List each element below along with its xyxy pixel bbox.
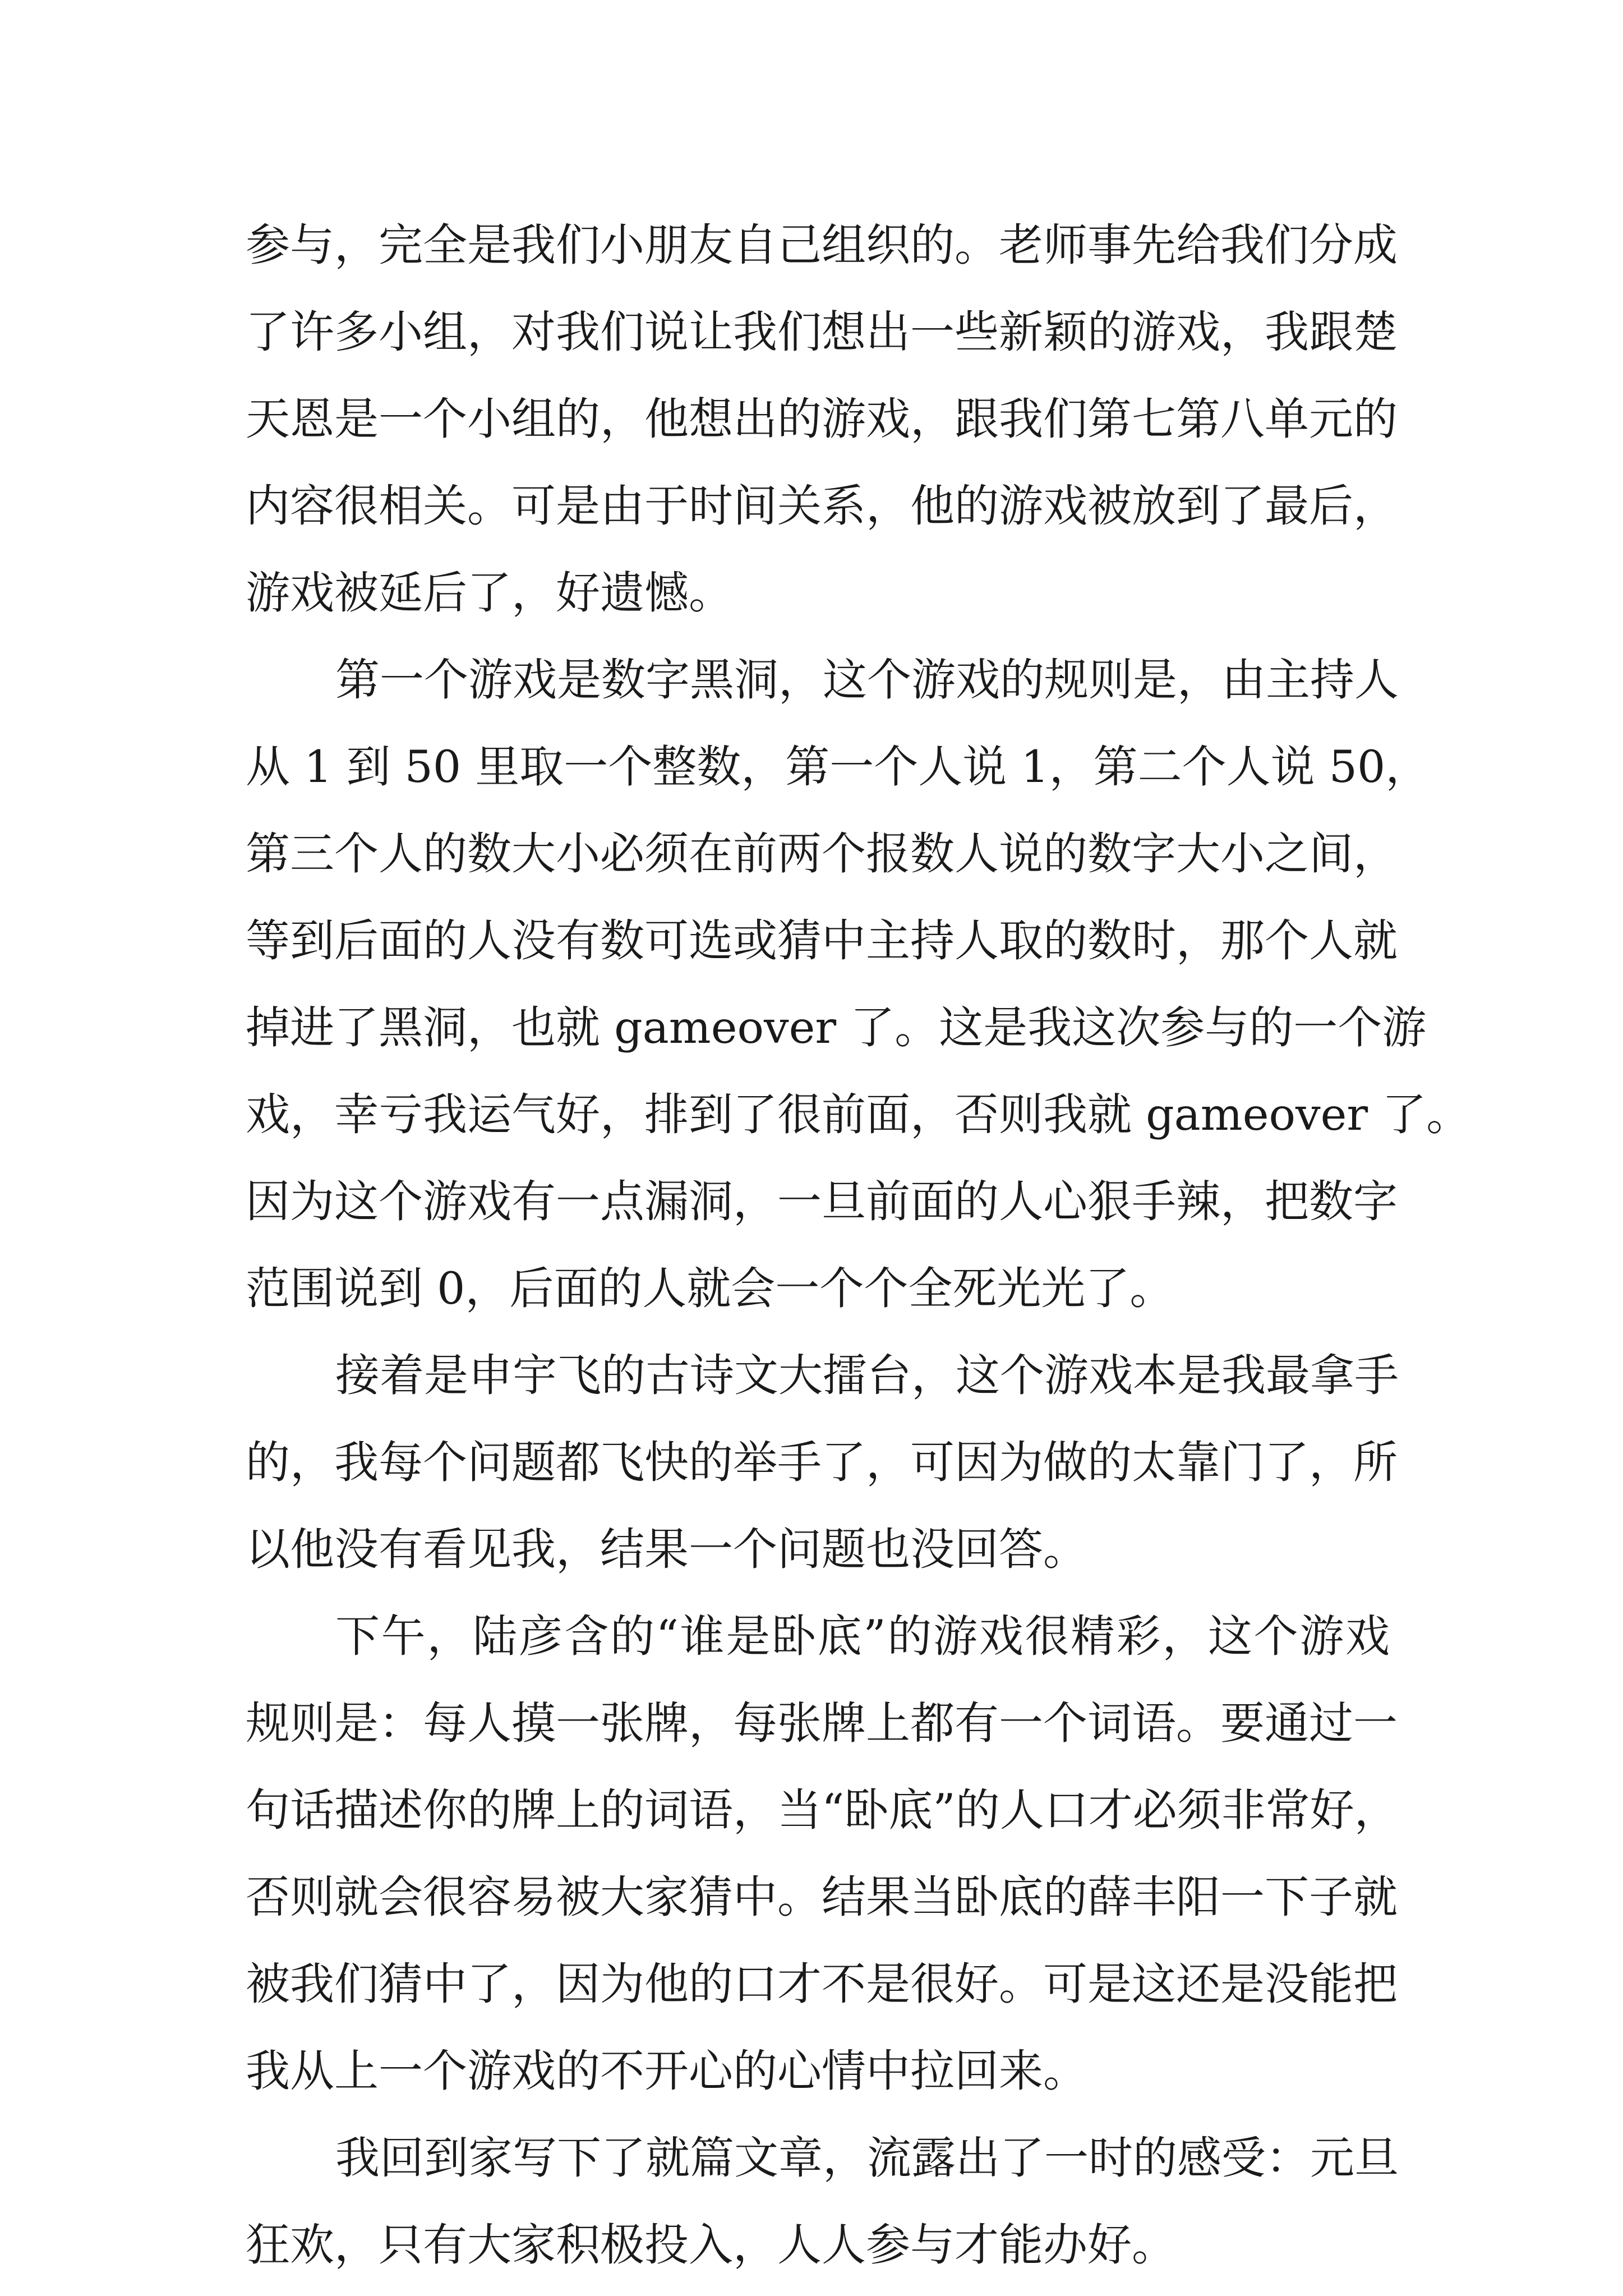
text-line: 戏，幸亏我运气好，排到了很前面，否则我就 gameover 了。: [246, 1089, 1471, 1140]
text-line: 的，我每个问题都飞快的举手了，可因为做的太靠门了，所: [246, 1437, 1398, 1488]
text-line: 第三个人的数大小必须在前两个报数人说的数字大小之间，: [246, 828, 1398, 880]
text-line: 了许多小组，对我们说让我们想出一些新颖的游戏，我跟楚: [246, 306, 1398, 358]
text-line: 接着是申宇飞的古诗文大擂台，这个游戏本是我最拿手: [335, 1350, 1399, 1401]
text-line: 以他没有看见我，结果一个问题也没回答。: [246, 1524, 1087, 1575]
text-line: 句话描述你的牌上的词语，当“卧底”的人口才必须非常好，: [246, 1784, 1399, 1836]
text-line: 等到后面的人没有数可选或猜中主持人取的数时，那个人就: [246, 915, 1398, 967]
text-line: 下午，陆彦含的“谁是卧底”的游戏很精彩，这个游戏: [335, 1611, 1390, 1662]
text-line: 游戏被延后了，好遗憾。: [246, 567, 733, 619]
text-line: 掉进了黑洞，也就 gameover 了。这是我这次参与的一个游: [246, 1002, 1427, 1053]
text-line: 被我们猜中了，因为他的口才不是很好。可是这还是没能把: [246, 1958, 1398, 2010]
text-line: 因为这个游戏有一点漏洞，一旦前面的人心狠手辣，把数字: [246, 1176, 1398, 1227]
text-line: 内容很相关。可是由于时间关系，他的游戏被放到了最后，: [246, 480, 1398, 532]
text-line: 规则是：每人摸一张牌，每张牌上都有一个词语。要通过一: [246, 1697, 1398, 1749]
text-line: 从 1 到 50 里取一个整数，第一个人说 1，第二个人说 50，: [246, 741, 1430, 793]
text-line: 第一个游戏是数字黑洞，这个游戏的规则是，由主持人: [335, 654, 1399, 706]
text-line: 否则就会很容易被大家猜中。结果当卧底的薛丰阳一下子就: [246, 1871, 1398, 1923]
text-line: 天恩是一个小组的，他想出的游戏，跟我们第七第八单元的: [246, 393, 1398, 445]
text-line: 狂欢，只有大家积极投入，人人参与才能办好。: [246, 2219, 1176, 2271]
text-line: 范围说到 0，后面的人就会一个个全死光光了。: [246, 1263, 1174, 1314]
text-line: 我从上一个游戏的不开心的心情中拉回来。: [246, 2045, 1087, 2097]
text-line: 我回到家写下了就篇文章，流露出了一时的感受：元旦: [335, 2132, 1399, 2184]
text-line: 参与，完全是我们小朋友自己组织的。老师事先给我们分成: [246, 219, 1398, 271]
